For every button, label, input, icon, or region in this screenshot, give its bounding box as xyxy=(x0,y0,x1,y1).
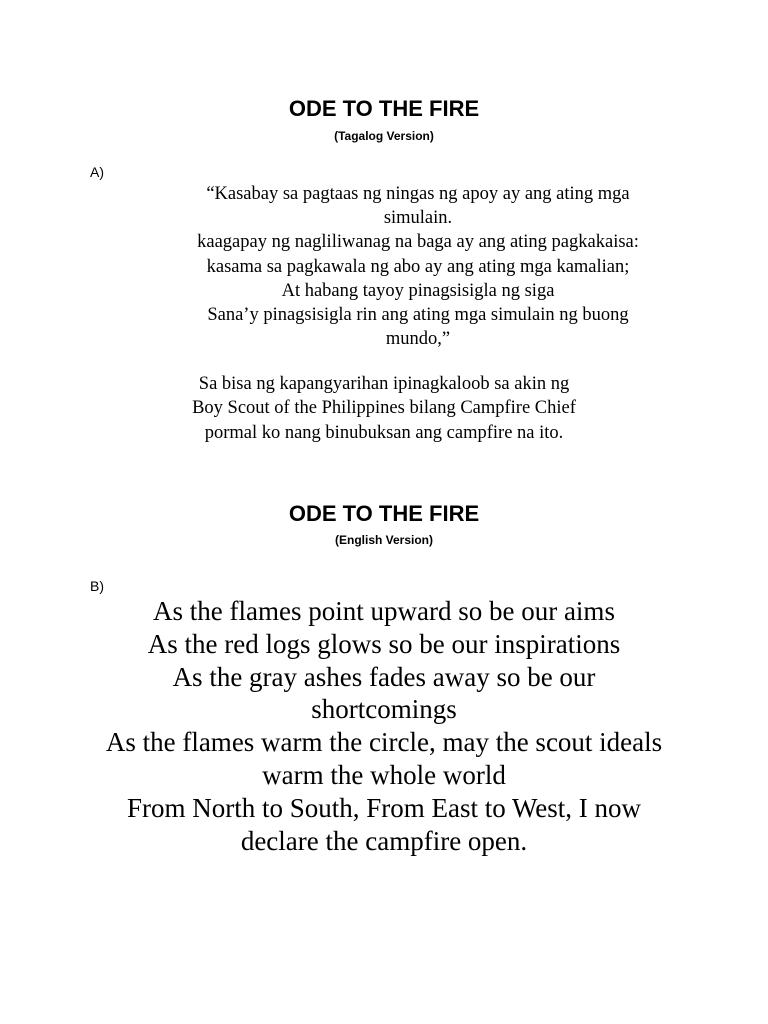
section-a-subtitle: (Tagalog Version) xyxy=(334,129,434,143)
section-a-title: ODE TO THE FIRE xyxy=(288,96,480,121)
section-b-marker: B) xyxy=(90,578,104,594)
verse-line: As the flames point upward so be our aims xyxy=(153,596,615,626)
section-a-marker: A) xyxy=(90,164,104,180)
verse-line: “Kasabay sa pagtaas ng ningas ng apoy ay ang ating mga xyxy=(206,184,630,204)
verse-line: mundo,” xyxy=(385,329,451,350)
verse-line: kasama sa pagkawala ng abo ay ang ating mga kamalian; xyxy=(206,256,630,277)
section-a-declaration xyxy=(134,372,634,445)
declaration-line: Boy Scout of the Philippines bilang Campfire Chief xyxy=(192,398,576,419)
section-a-verse xyxy=(168,182,668,351)
section-b-title: ODE TO THE FIRE xyxy=(288,501,480,526)
verse-line: At habang tayoy pinagsisigla ng siga xyxy=(281,280,555,301)
verse-line: As the gray ashes fades away so be our xyxy=(172,661,596,692)
verse-line: From North to South, From East to West, I now xyxy=(126,792,642,823)
verse-line: simulain. xyxy=(383,208,453,229)
declaration-line: Sa bisa ng kapangyarihan ipinagkaloob sa akin ng xyxy=(198,374,570,394)
section-b-verse xyxy=(74,595,694,857)
verse-line: kaagapay ng nagliliwanag na baga ay ang ating pagkakaisa: xyxy=(197,232,639,253)
verse-line: As the red logs glows so be our inspirations xyxy=(147,628,621,659)
verse-line: As the flames warm the circle, may the scout ideals xyxy=(105,727,663,758)
section-b-subtitle: (English Version) xyxy=(334,533,433,547)
verse-line: Sana’y pinagsisigla rin ang ating mga simulain ng buong xyxy=(207,305,629,326)
verse-line: shortcomings xyxy=(311,694,457,725)
declaration-line: pormal ko nang binubuksan ang campfire na ito. xyxy=(204,422,564,443)
verse-line: warm the whole world xyxy=(262,759,506,790)
verse-line: declare the campfire open. xyxy=(240,825,528,856)
